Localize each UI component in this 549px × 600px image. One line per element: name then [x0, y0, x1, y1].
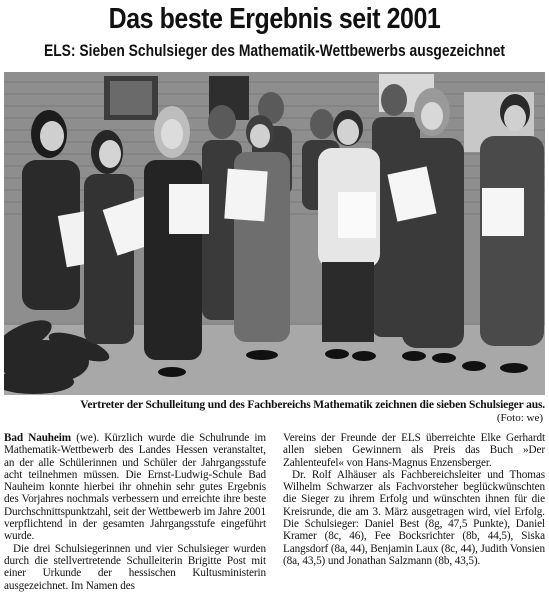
- article-paragraph: Die drei Schulsiegerinnen und vier Schulsieger wurden durch die stellvertretende Schulleiterin Brigitte Post mit einer Urkunde der hessischen Kultusministerin ausgezeichnet. Im Namen des: [4, 542, 266, 592]
- dateline: Bad Nauheim: [4, 432, 72, 444]
- paragraph-text: Kürzlich wurde die Schulrunde im Mathematik-Wettbewerb des Landes Hessen veranstaltet, an der alle Schülerinnen und Schüler der Jahrgangsstufe acht teilnehmen müssen. Die Ernst-Ludwig-Schule Bad Nauheim konnte hierbei ihr ohnehin sehr gutes Ergebnis des Vorjahres nochmals verbessern und erreichte ihre beste Durchschnittspunktzahl, seit der Wettbewerb im Jahre 2001 verpflichtend in der gesamten Jahrgangsstufe eingeführt wurde.: [4, 432, 266, 543]
- article-column-1: [4, 432, 266, 592]
- dateline-suffix: (we).: [71, 432, 100, 444]
- article-column-2: [283, 432, 545, 567]
- article-paragraph: [4, 432, 266, 543]
- article-paragraph: Dr. Rolf Alhäuser als Fachbereichsleiter und Thomas Wilhelm Schwarzer als Fachvorsteher beglückwünschten die Sieger zu ihrem Erfolg und wünschten ihnen für die Kreisrunde, die am 3. März ausgetragen wird, viel Erfolg. Die Schulsieger: Daniel Best (8g, 47,5 Punkte), Daniel Kramer (8c, 46), Fee Bocksrichter (8b, 44,5), Siska Langsdorf (8a, 44), Benjamin Laux (8c, 44), Judith Vonsien (8a, 43,5) und Jonathan Salzmann (8b, 43,5).: [283, 468, 545, 567]
- photo-caption: Vertreter der Schulleitung und des Fachbereichs Mathematik zeichnen die sieben Schulsieger aus.: [80, 399, 545, 411]
- article-paragraph: Vereins der Freunde der ELS überreichte Elke Gerhardt allen sieben Gewinnern als Preis das Buch »Der Zahlenteufel« von Hans-Magnus Enzensberger.: [283, 432, 545, 469]
- headline: Das beste Ergebnis seit 2001: [108, 3, 441, 35]
- photo-credit: (Foto: we): [496, 412, 543, 424]
- group-photo: [4, 72, 545, 395]
- subheadline: ELS: Sieben Schulsieger des Mathematik-Wettbewerbs ausgezeichnet: [43, 42, 506, 60]
